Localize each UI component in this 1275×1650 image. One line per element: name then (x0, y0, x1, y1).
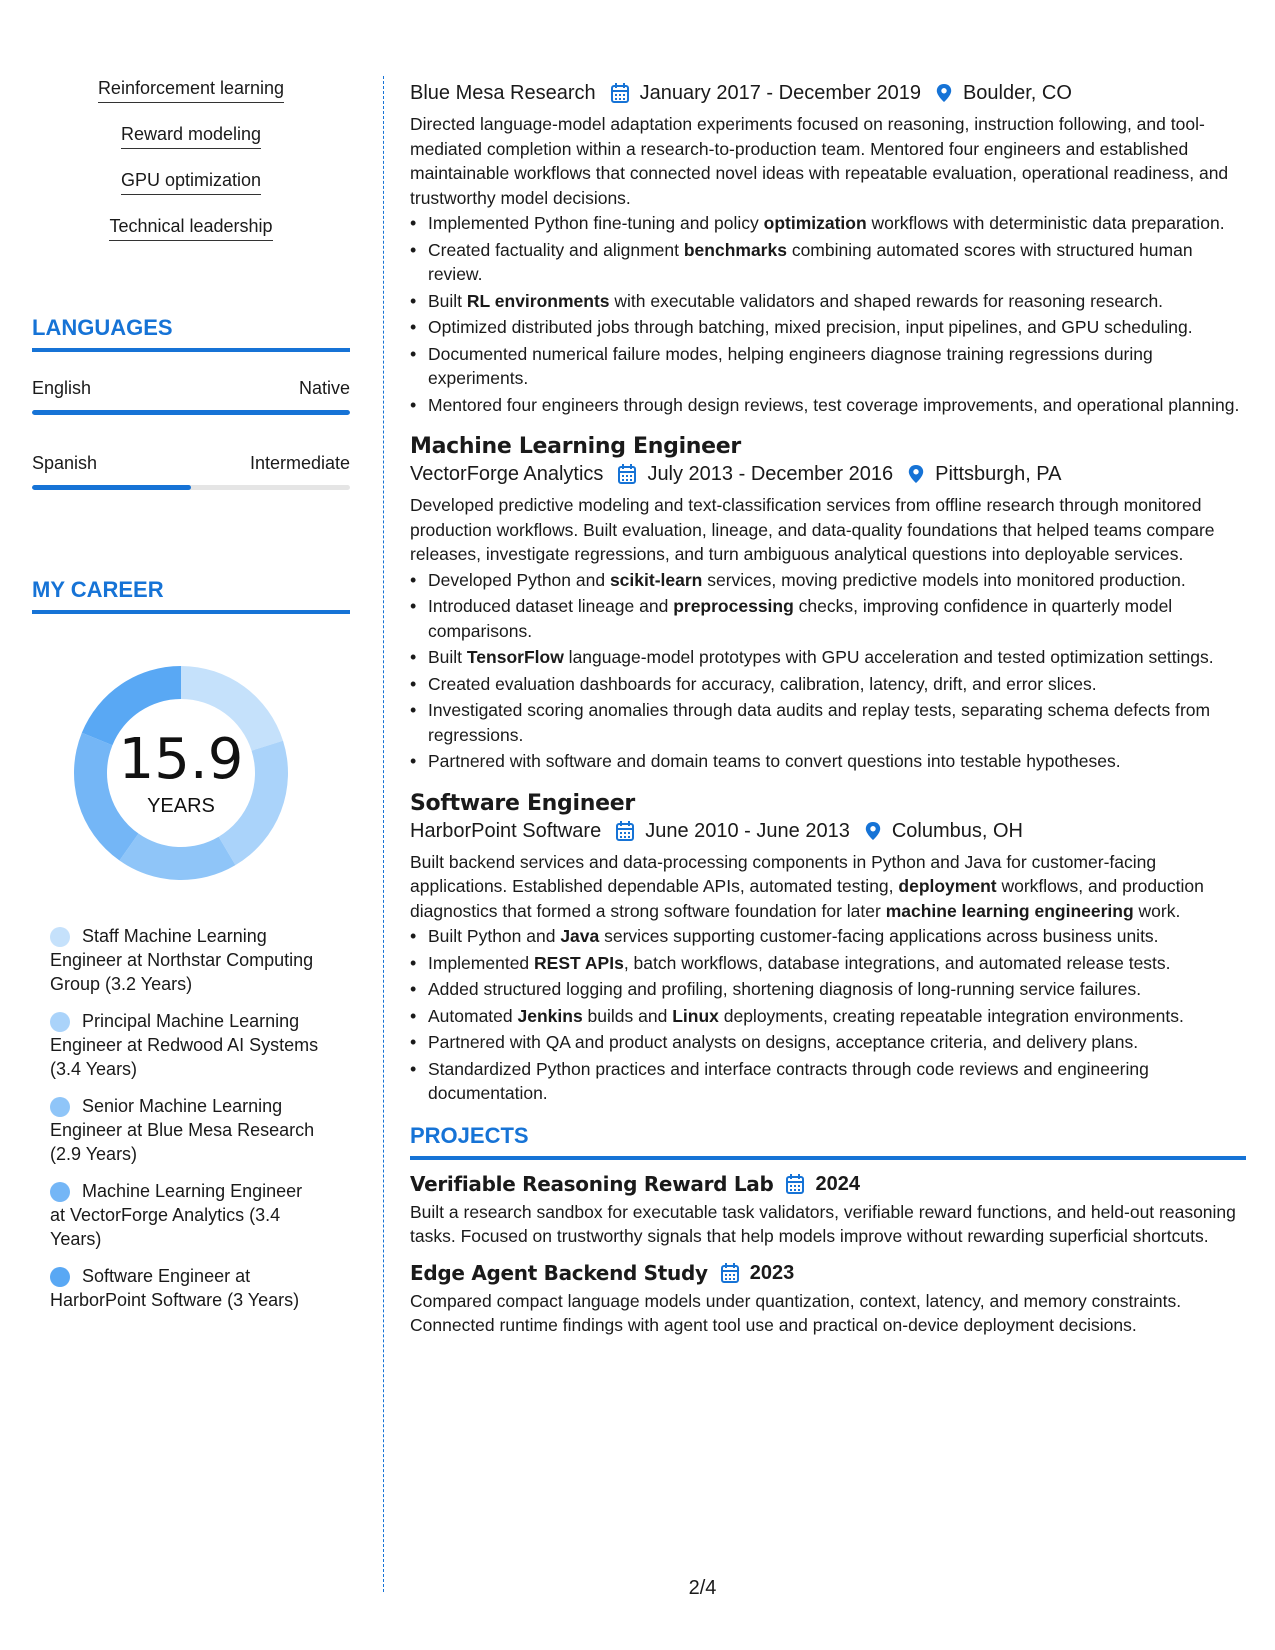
language-bar-fill (32, 410, 350, 415)
legend-dot (50, 1012, 70, 1032)
calendar-icon (785, 1173, 805, 1195)
legend-dot (50, 927, 70, 947)
career-legend-label: Staff Machine Learning Engineer at Northstar Computing Group (3.2 Years) (50, 926, 314, 994)
job-bullet: • Documented numerical failure modes, helping engineers diagnose training regressions during experiments. (410, 342, 1246, 391)
job-bullet: • Built RL environments with executable validators and shaped rewards for reasoning research. (410, 289, 1246, 314)
location-pin-icon (935, 82, 953, 104)
projects-section (410, 1122, 1246, 1338)
job-bullet: • Partnered with software and domain teams to convert questions into testable hypotheses. (410, 749, 1246, 774)
location-pin-icon (864, 820, 882, 842)
job-title: Machine Learning Engineer (410, 434, 741, 459)
career-donut-chart (66, 658, 296, 888)
donut-segment (119, 834, 235, 880)
page-number: 2/4 (688, 1577, 717, 1599)
career-rule (32, 610, 350, 614)
job-location: Boulder, CO (962, 82, 1072, 104)
job-bullet: • Created factuality and alignment benchmarks combining automated scores with structured human review. (410, 238, 1246, 287)
project-entry (410, 1259, 1246, 1338)
career-legend-label: Software Engineer at HarborPoint Software (3 Years) (50, 1266, 300, 1310)
language-bar (32, 410, 350, 415)
language-bar-fill (32, 485, 191, 490)
sidebar (32, 76, 350, 1325)
legend-dot (50, 1097, 70, 1117)
job-location: Columbus, OH (891, 819, 1023, 842)
project-year: 2023 (749, 1261, 795, 1284)
main-content (410, 80, 1246, 1338)
job-bullets (410, 568, 1246, 774)
job-dates: June 2010 - June 2013 (645, 819, 850, 842)
career-legend-label: Senior Machine Learning Engineer at Blue Mesa Research (2.9 Years) (50, 1096, 315, 1164)
career-legend-item (50, 1179, 320, 1251)
language-name: Spanish (32, 453, 98, 473)
calendar-icon (617, 463, 637, 485)
job-dates: January 2017 - December 2019 (639, 82, 921, 104)
skills-list (32, 76, 350, 260)
legend-dot (50, 1182, 70, 1202)
experience-entry (410, 80, 1246, 417)
career-total: 15.9 (118, 727, 244, 792)
project-name: Edge Agent Backend Study (410, 1260, 708, 1285)
language-row (32, 376, 350, 400)
experience-list (410, 80, 1246, 1106)
project-header (410, 1259, 1246, 1287)
job-bullet: • Mentored four engineers through design reviews, test coverage improvements, and operational planning. (410, 393, 1246, 418)
skill-item: Reward modeling (121, 122, 261, 149)
language-row (32, 451, 350, 475)
job-bullet: • Built TensorFlow language-model prototypes with GPU acceleration and tested optimization settings. (410, 645, 1246, 670)
job-bullet: • Standardized Python practices and interface contracts through code reviews and engineering documentation. (410, 1057, 1246, 1106)
job-summary: Developed predictive modeling and text-classification services from offline research through monitored production workflows. Built evaluation, lineage, and data-quality foundations that helped teams compare releases, investigate regressions, and turn ambiguous analytical questions into deployable services. (410, 495, 1215, 564)
projects-rule (410, 1156, 1246, 1160)
job-bullet: • Investigated scoring anomalies through data audits and replay tests, separating schema defects from regressions. (410, 698, 1246, 747)
career-unit: YEARS (147, 795, 215, 817)
job-bullets (410, 211, 1246, 417)
skill-item: Reinforcement learning (98, 76, 284, 103)
job-bullet: • Implemented REST APIs, batch workflows, database integrations, and automated release tests. (410, 951, 1246, 976)
career-legend (50, 924, 320, 1312)
column-divider (383, 76, 384, 1592)
career-legend-label: Principal Machine Learning Engineer at Redwood AI Systems (3.4 Years) (50, 1011, 319, 1079)
job-company: Blue Mesa Research (410, 82, 596, 104)
languages-section (32, 314, 350, 490)
career-heading: MY CAREER (32, 577, 164, 602)
languages-heading: LANGUAGES (32, 315, 173, 340)
job-bullet: • Created evaluation dashboards for accuracy, calibration, latency, drift, and error slices. (410, 672, 1246, 697)
job-bullet: • Partnered with QA and product analysts on designs, acceptance criteria, and delivery plans. (410, 1030, 1246, 1055)
project-description: Compared compact language models under quantization, context, latency, and memory constraints. Connected runtime findings with agent tool use and practical on-device deployment decisions. (410, 1290, 1182, 1335)
job-summary: Directed language-model adaptation experiments focused on reasoning, instruction following, and tool-mediated completion within a research-to-production team. Mentored four engineers and established maintainable workflows that connected novel ideas with repeatable evaluation, operational readiness, and trustworthy model decisions. (410, 114, 1229, 208)
language-bar (32, 485, 350, 490)
job-title: Software Engineer (410, 790, 635, 816)
job-bullets (410, 924, 1246, 1106)
job-bullet: • Introduced dataset lineage and preprocessing checks, improving confidence in quarterly model comparisons. (410, 594, 1246, 643)
language-level: Native (298, 378, 350, 398)
location-pin-icon (907, 463, 925, 485)
job-company: HarborPoint Software (410, 819, 602, 842)
project-description: Built a research sandbox for executable task validators, verifiable reward functions, and held-out reasoning tasks. Focused on trustworthy signals that help models improve without rewarding superficial shortcuts. (410, 1201, 1236, 1246)
job-bullet: • Built Python and Java services supporting customer-facing applications across business units. (410, 924, 1246, 949)
skill-item: Technical leadership (109, 214, 272, 241)
career-section (32, 576, 350, 1312)
career-legend-item (50, 924, 320, 996)
job-dates: July 2013 - December 2016 (647, 463, 894, 485)
languages-rule (32, 348, 350, 352)
job-company: VectorForge Analytics (410, 463, 604, 485)
job-bullet: • Added structured logging and profiling, shortening diagnosis of long-running service failures. (410, 977, 1246, 1002)
project-name: Verifiable Reasoning Reward Lab (410, 1171, 774, 1196)
career-legend-label: Machine Learning Engineer at VectorForge Analytics (3.4 Years) (50, 1181, 303, 1249)
job-meta (410, 818, 1246, 844)
calendar-icon (615, 820, 635, 842)
projects-list (410, 1170, 1246, 1338)
calendar-icon (720, 1262, 740, 1284)
career-legend-item (50, 1009, 320, 1081)
skill-item: GPU optimization (121, 168, 261, 195)
project-year: 2024 (815, 1172, 860, 1195)
job-bullet: • Developed Python and scikit-learn services, moving predictive models into monitored production. (410, 568, 1246, 593)
project-header (410, 1170, 1246, 1198)
job-summary: Built backend services and data-processing components in Python and Java for customer-facing applications. Established dependable APIs, automated testing, deployment workflows, and production diagnostics that formed a strong software foundation for later machine learning engineering work. (410, 851, 1204, 921)
experience-entry (410, 790, 1246, 1106)
job-location: Pittsburgh, PA (935, 463, 1062, 485)
job-bullet: • Optimized distributed jobs through batching, mixed precision, input pipelines, and GPU scheduling. (410, 315, 1246, 340)
experience-entry (410, 433, 1246, 774)
project-entry (410, 1170, 1246, 1249)
career-legend-item (50, 1264, 320, 1312)
projects-heading: PROJECTS (410, 1122, 529, 1148)
language-name: English (32, 378, 92, 398)
job-meta (410, 461, 1246, 487)
job-meta (410, 80, 1246, 106)
language-level: Intermediate (249, 453, 350, 473)
job-bullet: • Implemented Python fine-tuning and policy optimization workflows with deterministic data preparation. (410, 211, 1246, 236)
calendar-icon (610, 82, 630, 104)
job-bullet: • Automated Jenkins builds and Linux deployments, creating repeatable integration environments. (410, 1004, 1246, 1029)
career-legend-item (50, 1094, 320, 1166)
legend-dot (50, 1267, 70, 1287)
